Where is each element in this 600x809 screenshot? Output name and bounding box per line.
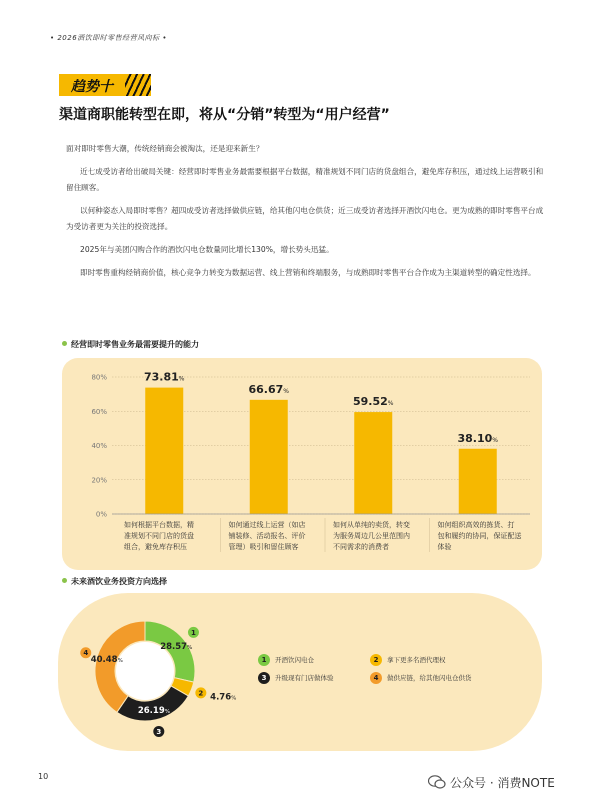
y-tick-label: 0% xyxy=(95,510,107,519)
bar-value-label: 59.52% xyxy=(353,395,394,409)
legend-badge-4: 4 xyxy=(370,672,382,684)
watermark-text: 公众号 · 消费NOTE xyxy=(450,776,555,790)
paragraph-3: 以何种姿态入局即时零售？超四成受访者选择做供应链，给其他闪电仓供货；近三成受访者选择开酒饮闪电仓。更为成熟的即时零售平台成为受访者更为关注的投资选择。 xyxy=(66,206,544,231)
page-number: 10 xyxy=(38,772,49,781)
x-category-label: 如何组织高效的拣货、打包和履约的协同，保证配送体验 xyxy=(437,521,522,551)
slice-value-label: 28.57% xyxy=(160,642,193,653)
page-header: • 2026酒饮即时零售经营风向标 • xyxy=(50,34,168,42)
paragraph-1: 面对即时零售大潮，传统经销商会被淘汰，还是迎来新生？ xyxy=(66,144,264,153)
legend-item-3 xyxy=(258,672,334,684)
chart2-heading xyxy=(62,576,167,587)
legend-label-2: 拿下更多名酒代理权 xyxy=(387,656,446,664)
legend-label-3: 升级现有门店做体验 xyxy=(275,674,334,682)
y-tick-label: 80% xyxy=(91,373,107,382)
legend-label-1: 开酒饮闪电仓 xyxy=(275,656,314,664)
slice-number: 2 xyxy=(198,689,204,698)
section-title: 渠道商职能转型在即，将从“分销”转型为“用户经营” xyxy=(59,107,390,123)
slice-value-label: 4.76% xyxy=(210,692,237,703)
bar xyxy=(354,412,392,514)
paragraph-5: 即时零售重构经销商价值，核心竞争力转变为数据运营、线上营销和终端服务，与成熟即时零售平台合作成为主渠道转型的确定性选择。 xyxy=(80,268,536,277)
y-tick-label: 20% xyxy=(91,476,107,485)
chart1-heading xyxy=(62,339,199,350)
legend-badge-3: 3 xyxy=(258,672,270,684)
legend-badge-2: 2 xyxy=(370,654,382,666)
green-dot-icon xyxy=(62,341,67,346)
bar-chart xyxy=(62,358,542,570)
legend-badge-1: 1 xyxy=(258,654,270,666)
x-category-label: 如何从单纯的卖货，转变为服务周边几公里范围内不同需求的消费者 xyxy=(333,521,410,551)
bar-value-label: 73.81% xyxy=(144,370,185,384)
badge-stripes xyxy=(125,74,151,96)
trend-badge xyxy=(59,74,151,96)
bar-value-label: 38.10% xyxy=(457,431,498,445)
wechat-icon xyxy=(428,775,446,789)
y-tick-label: 60% xyxy=(91,407,107,416)
green-dot-icon xyxy=(62,578,67,583)
x-category-label: 如何根据平台数据，精准规划不同门店的货盘组合，避免库存积压 xyxy=(124,521,194,551)
trend-label: 趋势十 xyxy=(71,79,113,95)
legend-item-1 xyxy=(258,654,314,666)
slice-number: 1 xyxy=(191,628,196,637)
legend-item-4 xyxy=(370,672,472,684)
slice-value-label: 40.48% xyxy=(90,655,123,666)
watermark xyxy=(428,774,555,791)
legend-label-4: 做供应链，给其他闪电仓供货 xyxy=(387,674,472,682)
chart2-title: 未来酒饮业务投资方向选择 xyxy=(71,577,167,586)
slice-value-label: 26.19% xyxy=(137,705,170,716)
bar xyxy=(145,388,183,514)
bar-value-label: 66.67% xyxy=(248,382,289,396)
paragraph-2: 近七成受访者给出破局关键：经营即时零售业务最需要根据平台数据，精准规划不同门店的货盘组合，避免库存积压，通过线上运营吸引和留住顾客。 xyxy=(66,167,544,192)
y-tick-label: 40% xyxy=(91,442,107,450)
paragraph-4: 2025年与美团闪购合作的酒饮闪电仓数量同比增长130%，增长势头迅猛。 xyxy=(80,245,334,254)
bar xyxy=(459,449,497,514)
slice-number: 4 xyxy=(83,649,89,658)
chart1-title: 经营即时零售业务最需要提升的能力 xyxy=(71,340,199,349)
legend-item-2 xyxy=(370,654,446,666)
bar xyxy=(250,400,288,514)
x-category-label: 如何通过线上运营（如店铺装修、活动报名、评价管理）吸引和留住顾客 xyxy=(228,521,306,551)
slice-number: 3 xyxy=(156,727,162,736)
